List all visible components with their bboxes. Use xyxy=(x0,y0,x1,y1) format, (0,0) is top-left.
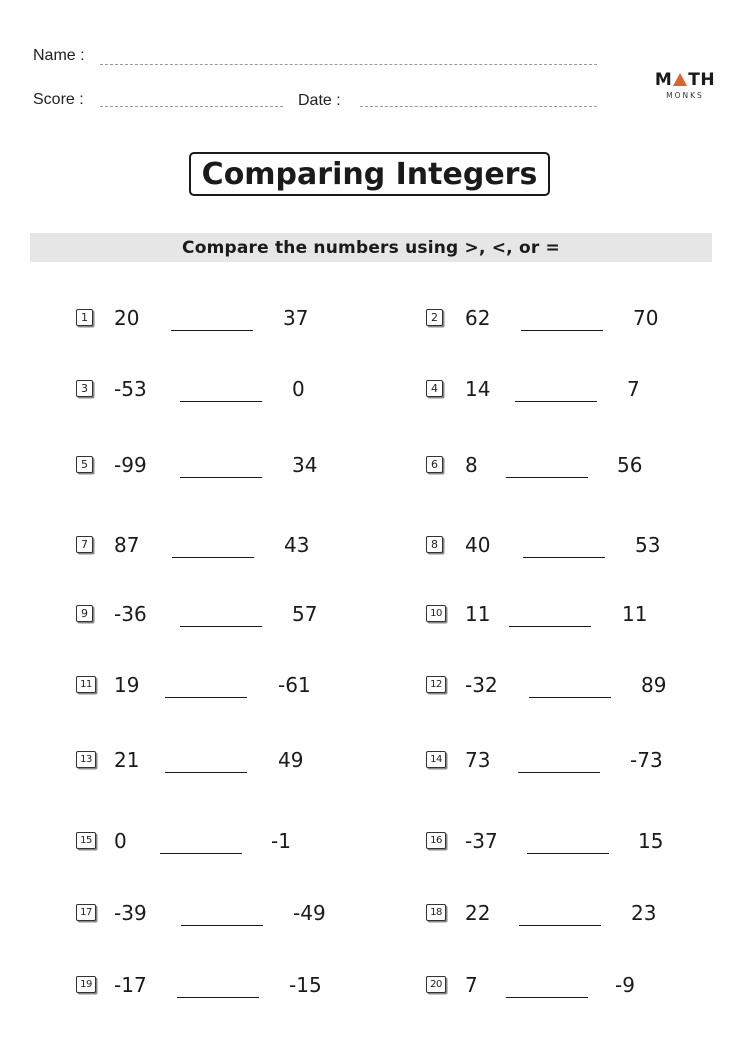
date-field[interactable] xyxy=(360,106,597,107)
first-number: -39 xyxy=(114,901,147,925)
answer-blank[interactable] xyxy=(519,925,601,926)
worksheet-title-box xyxy=(189,152,550,196)
problem-number: 3 xyxy=(76,380,93,397)
second-number: 56 xyxy=(617,453,643,477)
problem-number: 6 xyxy=(426,456,443,473)
answer-blank[interactable] xyxy=(515,401,597,402)
second-number: 70 xyxy=(633,306,659,330)
second-number: 37 xyxy=(283,306,309,330)
second-number: 43 xyxy=(284,533,310,557)
second-number: 89 xyxy=(641,673,667,697)
worksheet-title: Comparing Integers xyxy=(201,156,538,192)
first-number: -32 xyxy=(465,673,498,697)
second-number: 15 xyxy=(638,829,664,853)
name-label: Name : xyxy=(33,47,85,64)
problem-number: 8 xyxy=(426,536,443,553)
answer-blank[interactable] xyxy=(180,477,262,478)
logo-text-m: M xyxy=(654,70,673,90)
first-number: 62 xyxy=(465,306,491,330)
instruction-banner xyxy=(30,233,712,262)
answer-blank[interactable] xyxy=(165,697,247,698)
answer-blank[interactable] xyxy=(171,330,253,331)
second-number: 49 xyxy=(278,748,304,772)
problem-number: 14 xyxy=(426,751,446,768)
first-number: -17 xyxy=(114,973,147,997)
answer-blank[interactable] xyxy=(529,697,611,698)
first-number: 87 xyxy=(114,533,140,557)
first-number: 73 xyxy=(465,748,491,772)
problem-number: 11 xyxy=(76,676,96,693)
second-number: -15 xyxy=(289,973,322,997)
problem-number: 2 xyxy=(426,309,443,326)
answer-blank[interactable] xyxy=(506,477,588,478)
problem-number: 17 xyxy=(76,904,96,921)
instruction-text: Compare the numbers using >, <, or = xyxy=(182,237,560,258)
triangle-icon xyxy=(673,73,687,86)
problem-number: 19 xyxy=(76,976,96,993)
first-number: -36 xyxy=(114,602,147,626)
first-number: 11 xyxy=(465,602,491,626)
first-number: 7 xyxy=(465,973,478,997)
answer-blank[interactable] xyxy=(506,997,588,998)
answer-blank[interactable] xyxy=(180,401,262,402)
answer-blank[interactable] xyxy=(521,330,603,331)
second-number: 34 xyxy=(292,453,318,477)
answer-blank[interactable] xyxy=(509,626,591,627)
first-number: 22 xyxy=(465,901,491,925)
second-number: 0 xyxy=(292,377,305,401)
answer-blank[interactable] xyxy=(165,772,247,773)
second-number: -1 xyxy=(271,829,291,853)
second-number: -61 xyxy=(278,673,311,697)
answer-blank[interactable] xyxy=(181,925,263,926)
first-number: 40 xyxy=(465,533,491,557)
second-number: 23 xyxy=(631,901,657,925)
second-number: 57 xyxy=(292,602,318,626)
problem-number: 13 xyxy=(76,751,96,768)
first-number: 21 xyxy=(114,748,140,772)
first-number: 20 xyxy=(114,306,140,330)
problem-number: 15 xyxy=(76,832,96,849)
second-number: -9 xyxy=(615,973,635,997)
answer-blank[interactable] xyxy=(172,557,254,558)
problem-number: 9 xyxy=(76,605,93,622)
problem-number: 12 xyxy=(426,676,446,693)
problem-number: 5 xyxy=(76,456,93,473)
problem-number: 1 xyxy=(76,309,93,326)
first-number: -53 xyxy=(114,377,147,401)
first-number: -99 xyxy=(114,453,147,477)
first-number: 0 xyxy=(114,829,127,853)
answer-blank[interactable] xyxy=(527,853,609,854)
problem-number: 4 xyxy=(426,380,443,397)
second-number: -73 xyxy=(630,748,663,772)
first-number: 8 xyxy=(465,453,478,477)
problem-number: 10 xyxy=(426,605,446,622)
date-label: Date : xyxy=(298,92,341,109)
first-number: 14 xyxy=(465,377,491,401)
answer-blank[interactable] xyxy=(177,997,259,998)
problem-number: 18 xyxy=(426,904,446,921)
second-number: 7 xyxy=(627,377,640,401)
logo-wordmark xyxy=(654,70,716,90)
logo-text-th: TH xyxy=(688,70,716,90)
problem-number: 20 xyxy=(426,976,446,993)
score-field[interactable] xyxy=(100,106,283,107)
problem-number: 16 xyxy=(426,832,446,849)
second-number: 53 xyxy=(635,533,661,557)
math-monks-logo xyxy=(654,70,716,100)
name-field[interactable] xyxy=(100,64,597,65)
first-number: 19 xyxy=(114,673,140,697)
answer-blank[interactable] xyxy=(160,853,242,854)
second-number: -49 xyxy=(293,901,326,925)
answer-blank[interactable] xyxy=(180,626,262,627)
problem-number: 7 xyxy=(76,536,93,553)
score-label: Score : xyxy=(33,91,84,108)
first-number: -37 xyxy=(465,829,498,853)
answer-blank[interactable] xyxy=(518,772,600,773)
second-number: 11 xyxy=(622,602,648,626)
answer-blank[interactable] xyxy=(523,557,605,558)
logo-subtext: MONKS xyxy=(666,91,704,100)
